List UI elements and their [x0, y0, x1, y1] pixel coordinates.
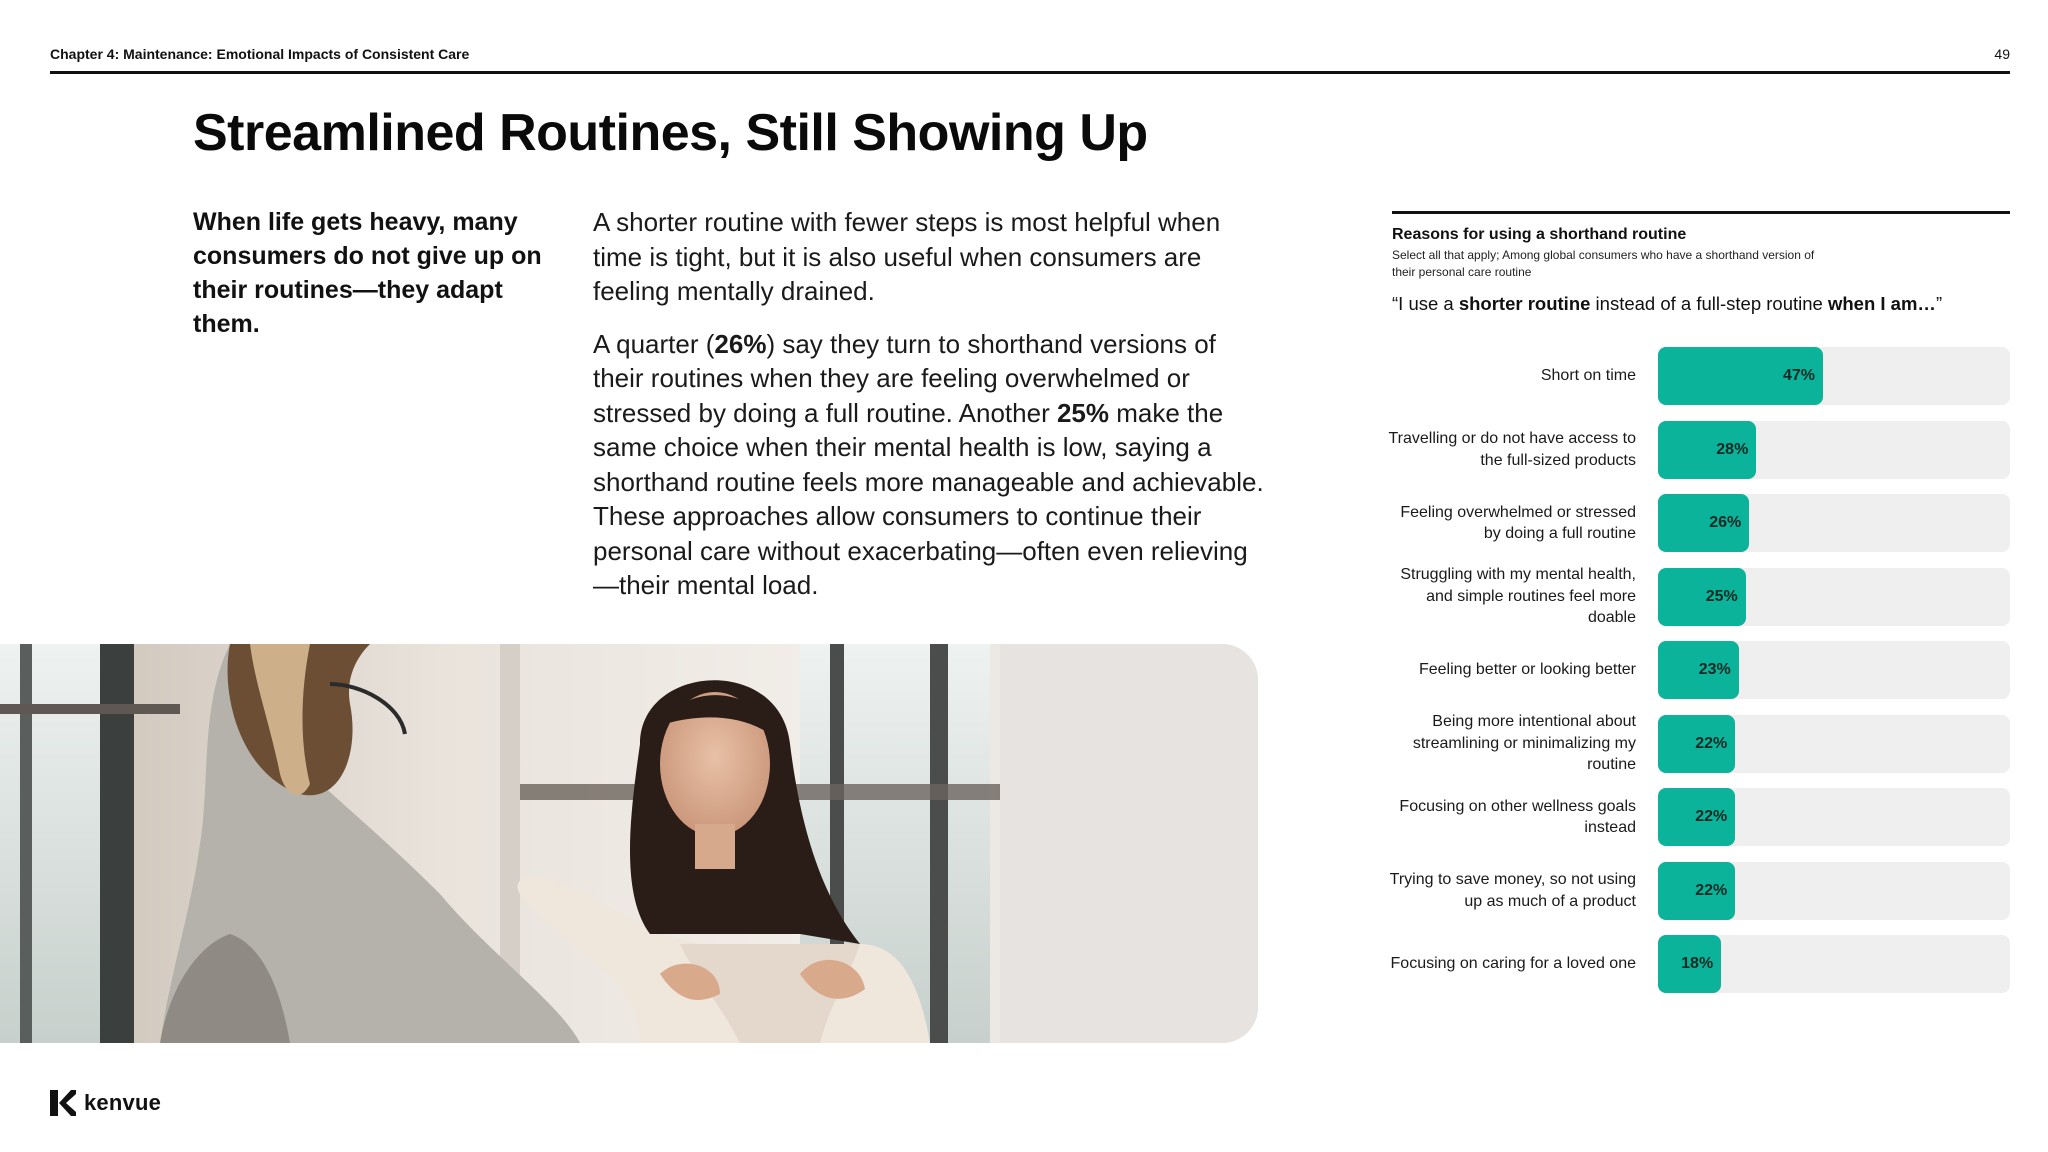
category-label: Struggling with my mental health, and simple routines feel more doable	[1400, 566, 1636, 627]
body-paragraph-1: A shorter routine with fewer steps is most helpful when time is tight, but it is also useful when consumers are feeling mentally drained.	[593, 207, 1221, 306]
bar-row	[1388, 421, 2010, 479]
chart-subtitle: Select all that apply; Among global consumers who have a shorthand version of their personal care routine	[1392, 248, 1815, 279]
bar-row	[1392, 494, 2010, 552]
category-label: Trying to save money, so not using up as much of a product	[1389, 871, 1636, 910]
bar-track	[1658, 788, 2010, 846]
category-label: Focusing on other wellness goals instead	[1399, 797, 1636, 836]
page-title: Streamlined Routines, Still Showing Up	[193, 104, 1148, 162]
bar-track	[1658, 935, 2010, 993]
category-label: Focusing on caring for a loved one	[1390, 955, 1636, 973]
page-number: 49	[1994, 46, 2010, 62]
value-label: 22%	[1695, 808, 1728, 825]
bar-row	[1392, 935, 2010, 993]
stat-25-percent: 25%	[1056, 397, 1109, 428]
bar-track	[1658, 494, 2010, 552]
bar-track	[1658, 641, 2010, 699]
category-label: Short on time	[1540, 367, 1636, 385]
bar-track	[1658, 715, 2010, 773]
quote-part-a: “I use a	[1392, 293, 1459, 314]
quote-part-c: instead of a full-step routine	[1590, 293, 1828, 314]
photo-illustration	[0, 644, 1258, 1043]
bar-track	[1658, 421, 2010, 479]
value-label: 22%	[1695, 881, 1728, 899]
value-label: 18%	[1681, 955, 1714, 972]
bar-track	[1658, 568, 2010, 626]
bar-row	[1389, 862, 2010, 920]
bar-row	[1392, 715, 2010, 773]
category-label: Feeling overwhelmed or stressed by doing a full routine	[1400, 503, 1636, 542]
value-label: 22%	[1695, 734, 1728, 752]
quote-part-b: shorter routine	[1458, 293, 1591, 314]
stat-26-percent: 26%	[714, 328, 767, 359]
category-label: Being more intentional about streamlining or minimalizing my routine	[1412, 713, 1636, 774]
value-label: 47%	[1782, 367, 1815, 384]
bar-row	[1392, 788, 2010, 846]
category-label: Feeling better or looking better	[1418, 661, 1636, 679]
kenvue-wordmark: kenvue	[84, 1090, 162, 1115]
value-label: 23%	[1698, 661, 1731, 678]
body-p2-part-a: A quarter (	[593, 328, 715, 359]
bar-track	[1658, 862, 2010, 920]
bar-row	[1392, 347, 2010, 405]
shorthand-routine-chart	[1388, 211, 2010, 1001]
quote-part-e: ”	[1935, 293, 1943, 314]
quote-part-d: when I am…	[1827, 293, 1936, 314]
body-p2-part-e: make the same choice when their mental health is low, saying a shorthand routine feels more manageable and achievable. These approaches allow consumers to continue their personal care without exacerbating—often even relieving—their mental load.	[593, 397, 1264, 600]
body-paragraph-2	[593, 327, 1273, 603]
lede-text: When life gets heavy, many consumers do not give up on their routines—they adapt them.	[193, 208, 542, 338]
category-label: Travelling or do not have access to the full-sized products	[1388, 430, 1636, 469]
kenvue-logo	[50, 1090, 161, 1116]
value-label: 25%	[1705, 587, 1738, 605]
chart-title: Reasons for using a shorthand routine	[1392, 226, 1687, 243]
bar-track	[1658, 347, 2010, 405]
value-label: 26%	[1709, 514, 1742, 531]
body-text	[593, 205, 1273, 621]
body-p2-part-c: ) say they turn to shorthand versions of their routines when they are feeling overwhelmed or stressed by doing a full routine. Another	[593, 328, 1216, 428]
chart-quote	[1392, 293, 1942, 315]
conversation-photo	[0, 644, 1258, 1043]
bar-row	[1392, 568, 2010, 626]
chapter-title: Chapter 4: Maintenance: Emotional Impacts of Consistent Care	[50, 46, 470, 62]
kenvue-k-icon	[50, 1090, 76, 1116]
page-header	[50, 46, 2010, 74]
bar-row	[1392, 641, 2010, 699]
value-label: 28%	[1716, 440, 1749, 458]
